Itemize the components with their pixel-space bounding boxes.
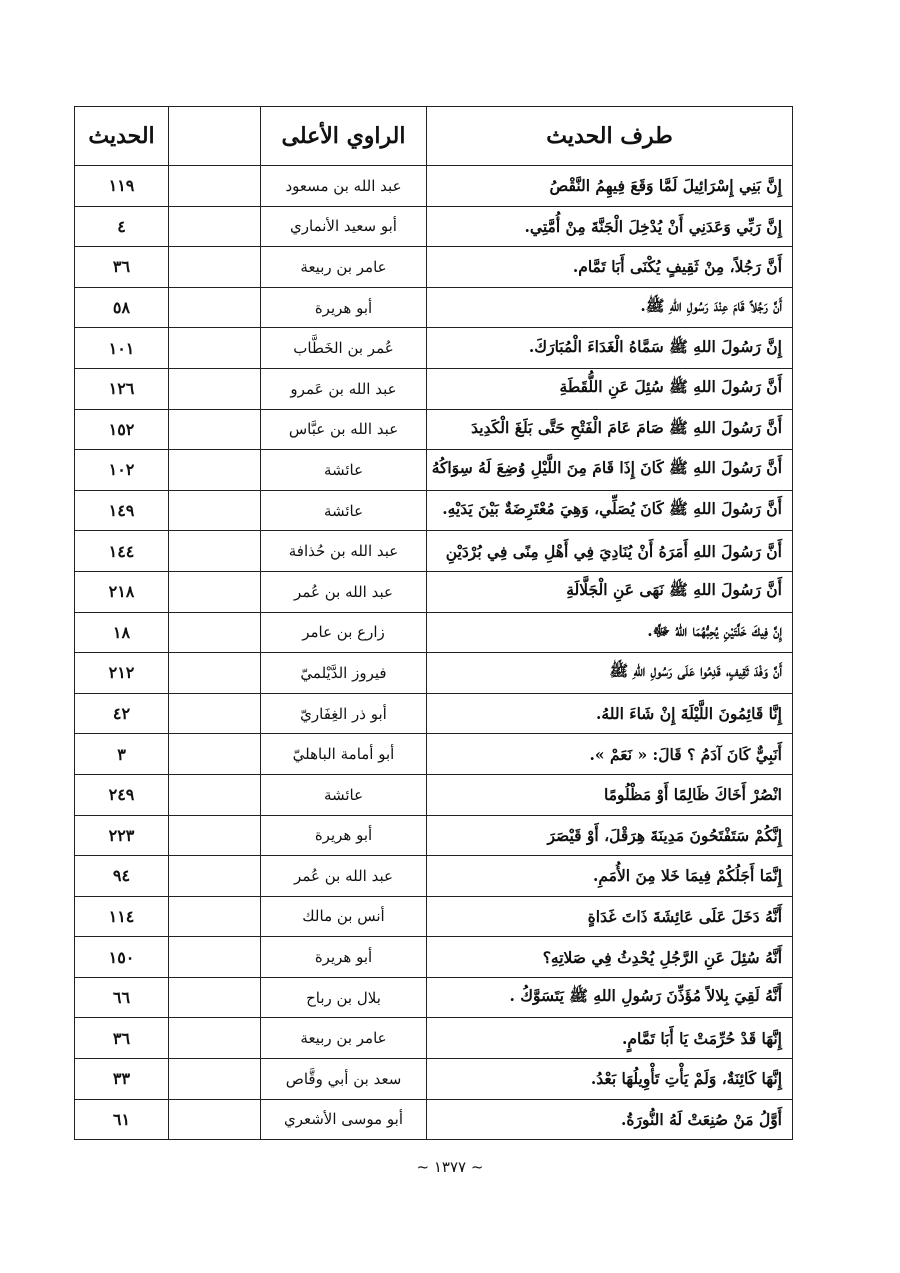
hadith-number-cell: ١٥٠ [75,937,169,978]
hadith-text-cell: أَنَّهُ دَخَلَ عَلَى عَائِشَةَ ذَاتَ غَدَاةٍ [427,896,793,937]
hadith-number-cell: ٤٢ [75,693,169,734]
hadith-text-cell: إِنَّهَا قَدْ حُرِّمَتْ يَا أَبَا تَمَّامٍ. [427,1018,793,1059]
narrator-cell: عبد الله بن عُمر [261,856,427,897]
header-hadith-number: الحديث [75,107,169,166]
hadith-text-cell: أَنَّ وَفْدَ ثَقِيفٍ، قَدِمُوا عَلَى رَسُولِ اللهِ ﷺ [427,653,793,694]
table-row [75,368,793,409]
narrator-cell: أبو هريرة [261,815,427,856]
table-row [75,409,793,450]
narrator-cell: عائشة [261,450,427,491]
hadith-number-cell: ٦١ [75,1099,169,1140]
table-row [75,450,793,491]
narrator-cell: عائشة [261,774,427,815]
hadith-text-cell: انْصُرْ أَخَاكَ ظَالِمًا أَوْ مَظْلُومًا [427,774,793,815]
table-row [75,653,793,694]
narrator-cell: زارع بن عامر [261,612,427,653]
blank-cell [169,856,261,897]
blank-cell [169,1099,261,1140]
narrator-cell: أبو سعيد الأنماري [261,206,427,247]
narrator-cell: فيروز الدَّيْلميّ [261,653,427,694]
table-row [75,977,793,1018]
hadith-number-cell: ٤ [75,206,169,247]
header-narrator: الراوي الأعلى [261,107,427,166]
narrator-cell: عبد الله بن مسعود [261,166,427,207]
table-row [75,206,793,247]
hadith-number-cell: ٥٨ [75,287,169,328]
hadith-number-cell: ١٠١ [75,328,169,369]
hadith-text-cell: أَنَّ رَسُولَ اللهِ ﷺ كَانَ يُصَلِّي، وَهِيَ مُعْتَرِضَةٌ بَيْنَ يَدَيْهِ. [427,490,793,531]
hadith-number-cell: ١٨ [75,612,169,653]
hadith-number-cell: ٢١٨ [75,571,169,612]
hadith-number-cell: ٣ [75,734,169,775]
hadith-number-cell: ١٤٤ [75,531,169,572]
narrator-cell: عُمر بن الخَطَّاب [261,328,427,369]
blank-cell [169,1018,261,1059]
table-row [75,531,793,572]
hadith-number-cell: ١١٤ [75,896,169,937]
hadith-text-cell: أَنَّ رَسُولَ اللهِ ﷺ سُئِلَ عَنِ اللُّقَطَةِ [427,368,793,409]
blank-cell [169,896,261,937]
hadith-text-cell: أَنَّهُ سُئِلَ عَنِ الرَّجُلِ يُحْدِثُ فِي صَلاتِهِ؟ [427,937,793,978]
table-row [75,937,793,978]
blank-cell [169,612,261,653]
blank-cell [169,571,261,612]
blank-cell [169,1059,261,1100]
narrator-cell: أبو ذر الغِفَاريّ [261,693,427,734]
blank-cell [169,734,261,775]
blank-cell [169,977,261,1018]
hadith-text-cell: إِنَّهَا كَائِنَةٌ، وَلَمْ يَأْتِ تَأْوِيلُهَا بَعْدُ. [427,1059,793,1100]
table-row [75,734,793,775]
blank-cell [169,937,261,978]
blank-cell [169,409,261,450]
hadith-text-cell: أَنَّ رَجُلاً، مِنْ ثَقِيفٍ يُكْنَى أَبَا تَمَّام. [427,247,793,288]
blank-cell [169,693,261,734]
narrator-cell: عبد الله بن عبَّاس [261,409,427,450]
blank-cell [169,166,261,207]
hadith-text-cell: أَنَّ رَسُولَ اللهِ ﷺ صَامَ عَامَ الْفَتْحِ حَتَّى بَلَغَ الْكَدِيدَ [427,409,793,450]
hadith-number-cell: ٢٤٩ [75,774,169,815]
narrator-cell: أبو أمامة الباهليّ [261,734,427,775]
table-row [75,1099,793,1140]
hadith-number-cell: ١٢٦ [75,368,169,409]
narrator-cell: عبد الله بن عَمرو [261,368,427,409]
narrator-cell: عبد الله بن حُذافة [261,531,427,572]
narrator-cell: عبد الله بن عُمر [261,571,427,612]
hadith-text-cell: أَنَّ رَسُولَ اللهِ ﷺ كَانَ إِذَا قَامَ مِنَ اللَّيْلِ وُضِعَ لَهُ سِوَاكُهُ [427,450,793,491]
table-row [75,287,793,328]
blank-cell [169,368,261,409]
hadith-text-cell: أَنَبِيٌّ كَانَ آدَمُ ؟ قَالَ: « نَعَمْ ». [427,734,793,775]
blank-cell [169,531,261,572]
table-row [75,328,793,369]
blank-cell [169,653,261,694]
table-row [75,490,793,531]
hadith-index-table-container [74,106,792,1140]
narrator-cell: أبو هريرة [261,287,427,328]
narrator-cell: أبو هريرة [261,937,427,978]
table-row [75,247,793,288]
header-blank [169,107,261,166]
hadith-text-cell: أَنَّ رَجُلاً قَامَ عِنْدَ رَسُولِ اللهِ ﷺ. [427,287,793,328]
hadith-number-cell: ٢٢٣ [75,815,169,856]
hadith-index-table [74,106,793,1140]
hadith-text-cell: إِنَّ بَنِي إِسْرَائِيلَ لَمَّا وَقَعَ فِيهِمُ النَّقْصُ [427,166,793,207]
hadith-number-cell: ٢١٢ [75,653,169,694]
blank-cell [169,815,261,856]
table-row [75,693,793,734]
hadith-text-cell: أَوَّلُ مَنْ صُنِعَتْ لَهُ النُّورَةُ. [427,1099,793,1140]
narrator-cell: عامر بن ربيعة [261,1018,427,1059]
hadith-text-cell: إِنَّ رَسُولَ اللهِ ﷺ سَمَّاهُ الْغَدَاءَ الْمُبَارَكَ. [427,328,793,369]
hadith-text-cell: أَنَّ رَسُولَ اللهِ ﷺ نَهَى عَنِ الْجَلَّالَةِ [427,571,793,612]
hadith-text-cell: إِنَّمَا أَجَلُكُمْ فِيمَا خَلا مِنَ الأُمَمِ. [427,856,793,897]
narrator-cell: سعد بن أبي وقَّاص [261,1059,427,1100]
table-row [75,856,793,897]
table-row [75,774,793,815]
narrator-cell: أبو موسى الأشعري [261,1099,427,1140]
hadith-number-cell: ١٤٩ [75,490,169,531]
blank-cell [169,450,261,491]
hadith-number-cell: ١١٩ [75,166,169,207]
table-row [75,612,793,653]
header-hadith-text: طرف الحديث [427,107,793,166]
blank-cell [169,287,261,328]
narrator-cell: عامر بن ربيعة [261,247,427,288]
narrator-cell: أنس بن مالك [261,896,427,937]
hadith-text-cell: أَنَّ رَسُولَ اللهِ أَمَرَهُ أَنْ يُنَادِيَ فِي أَهْلِ مِنًى فِي بُرْدَيْنِ [427,531,793,572]
table-row [75,896,793,937]
table-row [75,815,793,856]
hadith-text-cell: إِنَّ رَبِّي وَعَدَنِي أَنْ يُدْخِلَ الْجَنَّةَ مِنْ أُمَّتِي. [427,206,793,247]
blank-cell [169,490,261,531]
hadith-number-cell: ٩٤ [75,856,169,897]
hadith-text-cell: إِنَّا قَائِمُونَ اللَّيْلَةَ إِنْ شَاءَ اللهُ. [427,693,793,734]
blank-cell [169,774,261,815]
narrator-cell: عائشة [261,490,427,531]
hadith-number-cell: ٦٦ [75,977,169,1018]
table-body [75,166,793,1140]
hadith-number-cell: ١٠٢ [75,450,169,491]
table-header-row [75,107,793,166]
table-row [75,1059,793,1100]
narrator-cell: بلال بن رباح [261,977,427,1018]
hadith-number-cell: ١٥٢ [75,409,169,450]
blank-cell [169,206,261,247]
table-row [75,1018,793,1059]
hadith-text-cell: إِنَّ فِيكَ خَلَّتَيْنِ يُحِبُّهُمَا اللهُ ﷻ. [427,612,793,653]
hadith-text-cell: إِنَّكُمْ سَتَفْتَحُونَ مَدِينَةَ هِرَقْلَ، أَوْ قَيْصَرَ [427,815,793,856]
blank-cell [169,328,261,369]
page-number: ~ ١٣٧٧ ~ [416,1158,484,1176]
hadith-text-cell: أَنَّهُ لَقِيَ بِلالاً مُؤَذِّنَ رَسُولِ اللهِ ﷺ يَتَسَوَّكُ . [427,977,793,1018]
hadith-number-cell: ٣٣ [75,1059,169,1100]
blank-cell [169,247,261,288]
hadith-number-cell: ٣٦ [75,247,169,288]
hadith-number-cell: ٣٦ [75,1018,169,1059]
table-row [75,571,793,612]
table-row [75,166,793,207]
